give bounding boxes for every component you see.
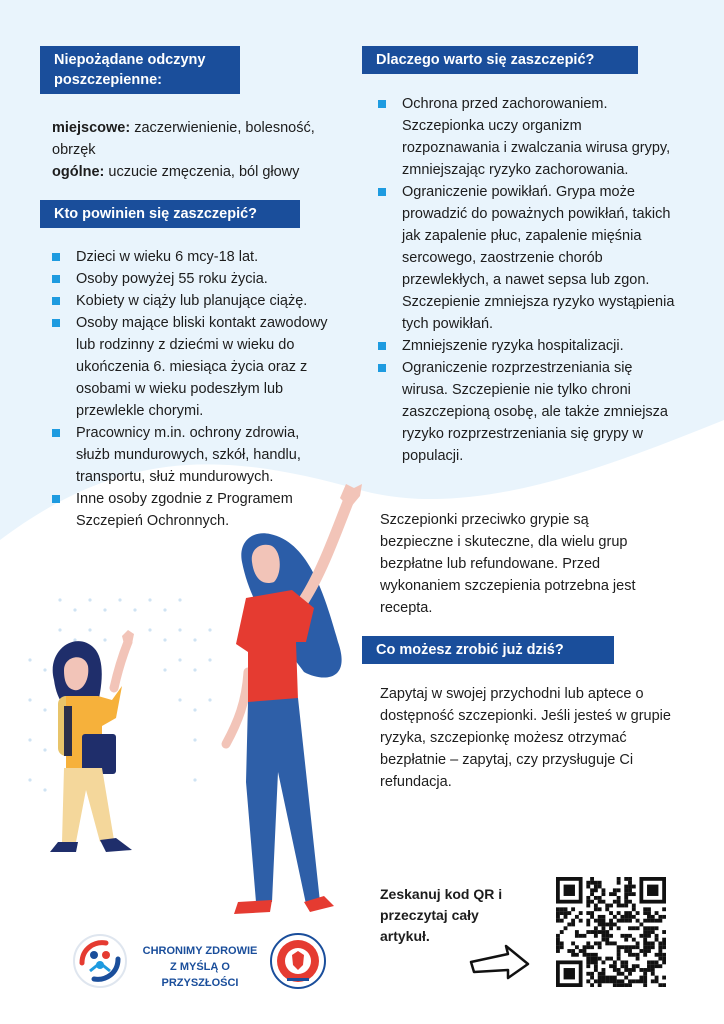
list-item: Ochrona przed zachorowaniem. Szczepionka uczy organizm rozpoznawania i zwalczania wirusa grypy, zmniejszając ryzyko zachorowania. — [378, 93, 680, 181]
slogan — [138, 943, 262, 991]
list-item: Osoby powyżej 55 roku życia. — [52, 268, 334, 290]
today-header: Co możesz zrobić już dziś? — [362, 636, 614, 664]
slogan-line-1: CHRONIMY ZDROWIE — [142, 945, 258, 957]
side-effects-header: Niepożądane odczyny poszczepienne: — [40, 46, 240, 94]
girl-illustration — [36, 630, 186, 900]
woman-illustration — [212, 482, 372, 922]
slogan-line-2: Z MYŚLĄ O PRZYSZŁOŚCI — [161, 961, 239, 989]
general-label: ogólne: — [52, 164, 105, 180]
general-text: uczucie zmęczenia, ból głowy — [104, 164, 300, 180]
arrow-right-icon — [468, 942, 532, 982]
who-header: Kto powinien się zaszczepić? — [40, 200, 300, 228]
qr-caption: Zeskanuj kod QR i przeczytaj cały artykuł. — [380, 886, 503, 944]
list-item: Pracownicy m.in. ochrony zdrowia, służb mundurowych, szkół, handlu, transportu, służ mundurowych. — [52, 422, 334, 488]
who-list — [52, 246, 334, 532]
why-header: Dlaczego warto się zaszczepić? — [362, 46, 638, 74]
why-list — [378, 93, 680, 467]
chronimy-zdrowie-logo — [72, 933, 128, 989]
safety-text: Szczepionki przeciwko grypie są bezpieczne i skuteczne, dla wielu grup bezpłatne lub refundowane. Przed wykonaniem szczepienia potrzebna jest recepta. — [380, 512, 636, 616]
list-item: Kobiety w ciąży lub planujące ciążę. — [52, 290, 334, 312]
sanitary-inspection-seal — [270, 933, 326, 989]
today-text: Zapytaj w swojej przychodni lub aptece o dostępność szczepionki. Jeśli jesteś w grupie ryzyka, szczepionkę możesz otrzymać bezpłatnie – zapytaj, czy przysługuje Ci refundacja. — [380, 686, 671, 790]
list-item: Zmniejszenie ryzyka hospitalizacji. — [378, 335, 680, 357]
local-label: miejscowe: — [52, 120, 131, 136]
list-item: Ograniczenie rozprzestrzeniania się wirusa. Szczepienie nie tylko chroni zaszczepioną osobę, ale także zmniejsza ryzyko rozprzestrzeniania się grypy w populacji. — [378, 357, 680, 467]
qr-code[interactable] — [556, 877, 666, 987]
list-item: Dzieci w wieku 6 mcy-18 lat. — [52, 246, 334, 268]
list-item: Ograniczenie powikłań. Grypa może prowadzić do poważnych powikłań, takich jak zapalenie płuc, zapalenie mięśnia sercowego, zaostrzenie chorób przewlekłych, a nawet sepsa lub zgon. Szczepienie zmniejsza ryzyko wystąpienia tych powikłań. — [378, 181, 680, 335]
side-effects-text — [52, 117, 352, 183]
list-item: Inne osoby zgodnie z Programem Szczepień Ochronnych. — [52, 488, 334, 532]
local-text: zaczerwienienie, bolesność, obrzęk — [52, 120, 315, 158]
list-item: Osoby mające bliski kontakt zawodowy lub rodzinny z dziećmi w wieku do ukończenia 6. miesiąca życia oraz z osobami w wieku podeszłym lub przewlekle chorymi. — [52, 312, 334, 422]
